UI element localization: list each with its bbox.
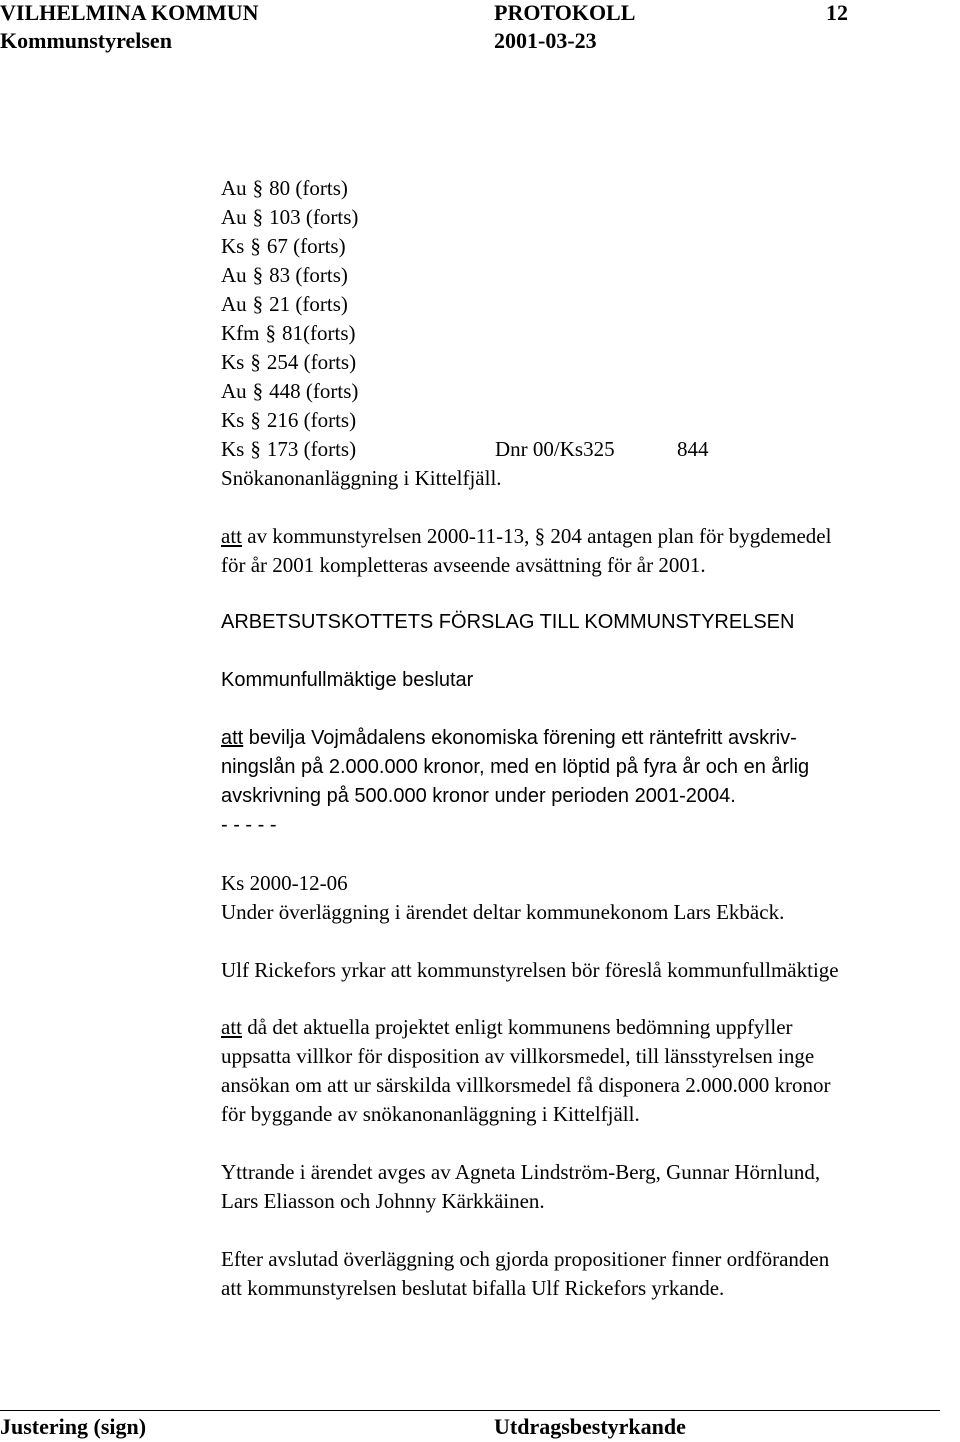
header-org: VILHELMINA KOMMUN [0, 0, 259, 25]
kf-decides-line: Kommunfullmäktige beslutar [221, 669, 474, 691]
att-keyword: att [221, 524, 242, 548]
reference-item: Ks § 254 (forts) [221, 350, 357, 374]
att-keyword: att [221, 1015, 242, 1039]
motion-line: för byggande av snökanonanläggning i Kittelfjäll. [221, 1102, 640, 1126]
header-page-number: 12 [826, 0, 848, 25]
reference-item: Au § 448 (forts) [221, 379, 359, 403]
reference-item: Au § 80 (forts) [221, 176, 348, 200]
motion-intro: Ulf Rickefors yrkar att kommunstyrelsen bör föreslå kommunfullmäktige [221, 958, 839, 982]
decision-line: att av kommunstyrelsen 2000-11-13, § 204 antagen plan för bygdemedel [221, 524, 832, 548]
reference-item: Ks § 67 (forts) [221, 234, 346, 258]
decision-line: för år 2001 kompletteras avseende avsättning för år 2001. [221, 553, 706, 577]
proposal-line: att bevilja Vojmådalens ekonomiska förening ett räntefritt avskriv- [221, 727, 797, 749]
reference-item: Au § 103 (forts) [221, 205, 359, 229]
footer-divider [0, 1410, 940, 1411]
footer-utdragsbestyrkande: Utdragsbestyrkande [494, 1414, 686, 1439]
statements-line: Yttrande i ärendet avges av Agneta Lindström-Berg, Gunnar Hörnlund, [221, 1160, 821, 1184]
motion-line: ansökan om att ur särskilda villkorsmedel få disponera 2.000.000 kronor [221, 1073, 831, 1097]
header-date: 2001-03-23 [494, 28, 597, 53]
conclusion-line: att kommunstyrelsen beslutat bifalla Ulf Rickefors yrkande. [221, 1276, 725, 1300]
ks-meeting-date: Ks 2000-12-06 [221, 871, 348, 895]
reference-item: Ks § 173 (forts) Dnr 00/Ks325 844 [221, 435, 356, 464]
statements-line: Lars Eliasson och Johnny Kärkkäinen. [221, 1189, 545, 1213]
subject-line: Snökanonanläggning i Kittelfjäll. [221, 466, 502, 490]
motion-line: uppsatta villkor för disposition av villkorsmedel, till länsstyrelsen inge [221, 1044, 815, 1068]
footer-justering: Justering (sign) [0, 1414, 147, 1439]
header-body: Kommunstyrelsen [0, 28, 172, 53]
att-keyword: att [221, 727, 244, 749]
deliberation-line: Under överläggning i ärendet deltar kommunekonom Lars Ekbäck. [221, 900, 785, 924]
header-doc-type: PROTOKOLL [494, 0, 636, 25]
reference-item: Kfm § 81(forts) [221, 321, 356, 345]
proposal-line: ningslån på 2.000.000 kronor, med en löptid på fyra år och en årlig [221, 756, 810, 778]
reference-item: Au § 21 (forts) [221, 292, 348, 316]
reference-item: Au § 83 (forts) [221, 263, 348, 287]
proposal-heading: ARBETSUTSKOTTETS FÖRSLAG TILL KOMMUNSTYRELSEN [221, 611, 795, 633]
conclusion-line: Efter avslutad överläggning och gjorda propositioner finner ordföranden [221, 1247, 830, 1271]
separator-dashes: - - - - - [221, 814, 277, 836]
case-number: 844 [677, 437, 709, 461]
reference-item: Ks § 216 (forts) [221, 408, 357, 432]
diary-number: Dnr 00/Ks325 [495, 437, 615, 461]
motion-line: att då det aktuella projektet enligt kommunens bedömning uppfyller [221, 1015, 793, 1039]
proposal-line: avskrivning på 500.000 kronor under perioden 2001-2004. [221, 785, 736, 807]
